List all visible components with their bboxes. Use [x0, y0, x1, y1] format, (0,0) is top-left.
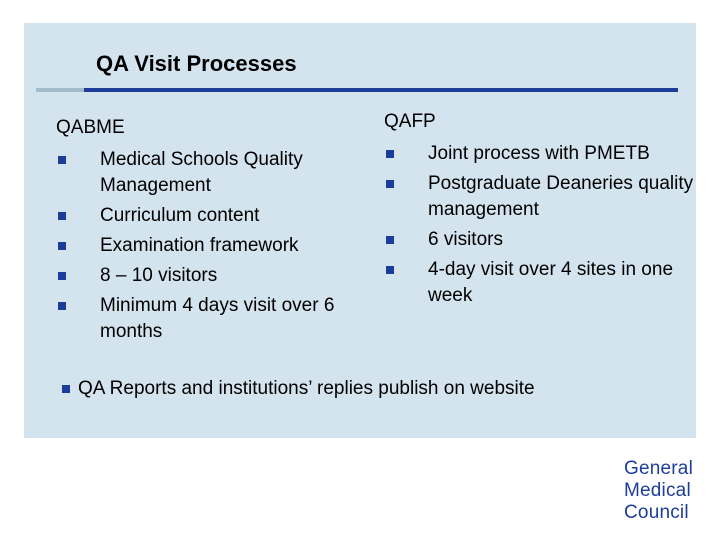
title-rule	[84, 88, 678, 92]
list-item-text: Medical Schools Quality Management	[100, 149, 303, 196]
square-bullet-icon	[58, 212, 66, 220]
footer-bullet-text: QA Reports and institutions’ replies publish on website	[78, 378, 535, 399]
qafp-heading: QAFP	[384, 111, 436, 132]
list-item-text: Curriculum content	[100, 205, 260, 226]
square-bullet-icon	[386, 266, 394, 274]
list-item-text: Minimum 4 days visit over 6 months	[100, 295, 335, 342]
list-item-text: 4-day visit over 4 sites in one week	[428, 259, 674, 306]
list-item	[56, 291, 376, 347]
qabme-column	[56, 113, 376, 347]
square-bullet-icon	[386, 180, 394, 188]
list-item	[384, 139, 694, 169]
square-bullet-icon	[386, 236, 394, 244]
slide-title: QA Visit Processes	[96, 51, 297, 76]
footer-bullet	[62, 378, 535, 400]
qafp-column	[384, 107, 694, 311]
list-item	[56, 145, 376, 201]
list-item	[384, 255, 694, 311]
list-item	[56, 201, 376, 231]
logo-line-council: Council	[624, 502, 689, 523]
logo-line-general: General	[624, 458, 693, 479]
list-item-text: 8 – 10 visitors	[100, 265, 218, 286]
square-bullet-icon	[58, 302, 66, 310]
list-item	[384, 225, 694, 255]
list-item	[56, 231, 376, 261]
qabme-heading: QABME	[56, 117, 125, 138]
gmc-logo	[624, 458, 693, 524]
list-item	[384, 169, 694, 225]
list-item-text: Joint process with PMETB	[428, 143, 650, 164]
square-bullet-icon	[386, 150, 394, 158]
list-item-text: Postgraduate Deaneries quality management	[428, 173, 694, 220]
title-rule-left	[36, 88, 84, 92]
logo-line-medical: Medical	[624, 480, 691, 501]
square-bullet-icon	[58, 272, 66, 280]
list-item	[56, 261, 376, 291]
square-bullet-icon	[58, 156, 66, 164]
list-item-text: Examination framework	[100, 235, 299, 256]
list-item-text: 6 visitors	[428, 229, 503, 250]
square-bullet-icon	[62, 385, 70, 393]
square-bullet-icon	[58, 242, 66, 250]
